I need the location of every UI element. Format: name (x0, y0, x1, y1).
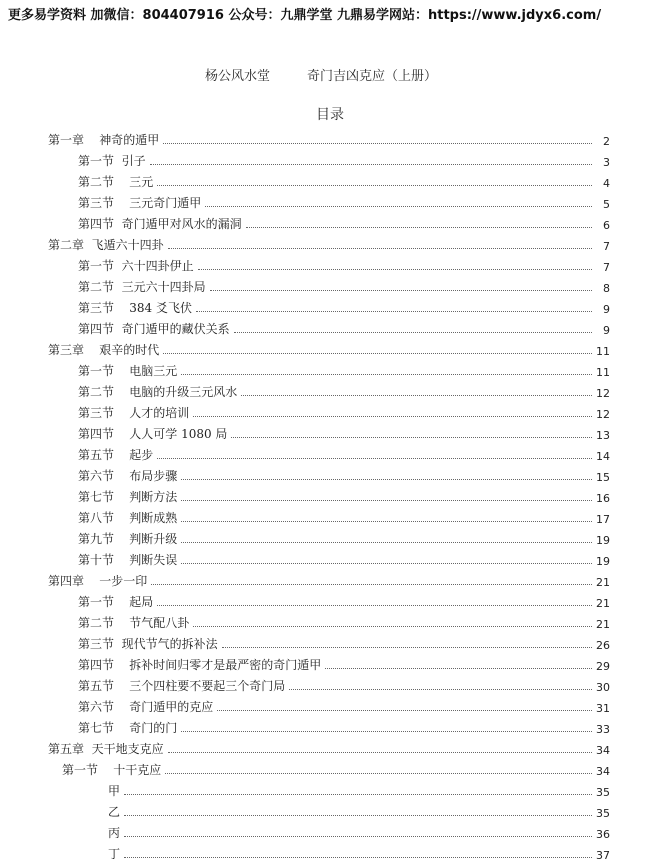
toc-subentry[interactable] (108, 800, 610, 820)
entry-label: 第四节 奇门遁甲对风水的漏洞 (78, 217, 242, 231)
toc-chapter[interactable] (48, 233, 610, 253)
dot-leader (181, 500, 592, 501)
entry-label: 第四节 人人可学 1080 局 (78, 427, 228, 441)
dot-leader (198, 269, 592, 270)
page-number: 35 (596, 807, 610, 820)
entry-label: 第一节 起局 (78, 595, 154, 609)
page-number: 12 (596, 408, 610, 421)
dot-leader (168, 752, 592, 753)
dot-leader (193, 416, 592, 417)
toc-subentry[interactable] (108, 842, 610, 862)
dot-leader (163, 143, 592, 144)
toc-chapter[interactable] (48, 569, 610, 589)
page-number: 7 (603, 240, 610, 253)
dot-leader (234, 332, 592, 333)
toc-section[interactable] (78, 443, 610, 463)
book-author: 杨公风水堂 (205, 69, 271, 84)
toc-section[interactable] (78, 485, 610, 505)
page-number: 21 (596, 576, 610, 589)
page-number: 35 (596, 786, 610, 799)
toc-chapter[interactable] (48, 338, 610, 358)
entry-label: 第五节 三个四柱要不要起三个奇门局 (78, 679, 286, 693)
page-number: 34 (596, 744, 610, 757)
page-number: 5 (603, 198, 610, 211)
entry-label: 第七节 判断方法 (78, 490, 178, 504)
entry-label: 第二章 飞遁六十四卦 (48, 238, 164, 252)
dot-leader (181, 563, 592, 564)
page-number: 3 (603, 156, 610, 169)
entry-label: 第六节 奇门遁甲的克应 (78, 700, 214, 714)
entry-label: 第一节 十干克应 (62, 763, 162, 777)
dot-leader (205, 206, 592, 207)
page-number: 15 (596, 471, 610, 484)
toc-subentry[interactable] (108, 779, 610, 799)
entry-label: 第五章 天干地支克应 (48, 742, 164, 756)
toc-section[interactable] (78, 632, 610, 652)
entry-label: 第三节 三元奇门遁甲 (78, 196, 202, 210)
toc-subentry[interactable] (108, 821, 610, 841)
page-number: 12 (596, 387, 610, 400)
entry-label: 第二节 三元 (78, 175, 154, 189)
page-number: 33 (596, 723, 610, 736)
entry-label: 第一节 引子 (78, 154, 146, 168)
page-number: 11 (596, 345, 610, 358)
book-title: 奇门吉凶克应（上册） (307, 69, 438, 84)
page-number: 9 (603, 324, 610, 337)
entry-label: 第三节 现代节气的拆补法 (78, 637, 218, 651)
dot-leader (124, 836, 592, 837)
toc-heading: 目录 (316, 107, 344, 123)
toc-section[interactable] (78, 254, 610, 274)
page-number: 21 (596, 597, 610, 610)
promo-banner: 更多易学资料 加微信：804407916 公众号：九鼎学堂 九鼎易学网站：https://www.jdyx6.com/ (8, 8, 602, 23)
toc-section[interactable] (78, 548, 610, 568)
entry-label: 第二节 电脑的升级三元风水 (78, 385, 238, 399)
page-number: 19 (596, 555, 610, 568)
page-number: 8 (603, 282, 610, 295)
dot-leader (231, 437, 592, 438)
dot-leader (124, 794, 592, 795)
dot-leader (157, 185, 592, 186)
dot-leader (151, 584, 592, 585)
toc-section[interactable] (78, 653, 610, 673)
entry-label: 第四节 奇门遁甲的藏伏关系 (78, 322, 230, 336)
toc-section[interactable] (78, 422, 610, 442)
toc-section[interactable] (78, 716, 610, 736)
entry-label: 甲 (108, 784, 121, 798)
dot-leader (196, 311, 592, 312)
toc-section[interactable] (78, 359, 610, 379)
page-number: 9 (603, 303, 610, 316)
dot-leader (217, 710, 592, 711)
dot-leader (325, 668, 592, 669)
entry-label: 第五节 起步 (78, 448, 154, 462)
dot-leader (181, 731, 592, 732)
page-number: 16 (596, 492, 610, 505)
entry-label: 第九节 判断升级 (78, 532, 178, 546)
dot-leader (222, 647, 592, 648)
page-number: 31 (596, 702, 610, 715)
page-number: 37 (596, 849, 610, 862)
toc-section[interactable] (78, 527, 610, 547)
entry-label: 第二节 三元六十四卦局 (78, 280, 206, 294)
dot-leader (157, 458, 592, 459)
dot-leader (163, 353, 592, 354)
page-number: 29 (596, 660, 610, 673)
toc-section[interactable] (78, 191, 610, 211)
page-number: 4 (603, 177, 610, 190)
dot-leader (181, 542, 592, 543)
page-number: 6 (603, 219, 610, 232)
toc-section[interactable] (78, 317, 610, 337)
entry-label: 第二节 节气配八卦 (78, 616, 190, 630)
dot-leader (241, 395, 592, 396)
dot-leader (150, 164, 592, 165)
page-number: 14 (596, 450, 610, 463)
dot-leader (124, 815, 592, 816)
entry-label: 第四节 拆补时间归零才是最严密的奇门遁甲 (78, 658, 322, 672)
dot-leader (181, 374, 592, 375)
toc-section[interactable] (78, 380, 610, 400)
page-number: 11 (596, 366, 610, 379)
toc-section[interactable] (78, 464, 610, 484)
entry-label: 第六节 布局步骤 (78, 469, 178, 483)
dot-leader (157, 605, 592, 606)
dot-leader (181, 521, 592, 522)
entry-label: 丁 (108, 847, 121, 861)
entry-label: 第一章 神奇的遁甲 (48, 133, 160, 147)
dot-leader (193, 626, 592, 627)
entry-label: 丙 (108, 826, 121, 840)
toc-section[interactable] (78, 275, 610, 295)
toc-section[interactable] (78, 590, 610, 610)
entry-label: 第八节 判断成熟 (78, 511, 178, 525)
entry-label: 第七节 奇门的门 (78, 721, 178, 735)
toc-section[interactable] (78, 695, 610, 715)
entry-label: 第三章 艰辛的时代 (48, 343, 160, 357)
toc-section[interactable] (78, 611, 610, 631)
entry-label: 第一节 六十四卦伊止 (78, 259, 194, 273)
toc-section[interactable] (78, 674, 610, 694)
entry-label: 第一节 电脑三元 (78, 364, 178, 378)
toc-section[interactable] (78, 506, 610, 526)
page-number: 21 (596, 618, 610, 631)
entry-label: 第四章 一步一印 (48, 574, 148, 588)
entry-label: 第三节 384 爻飞伏 (78, 301, 192, 315)
toc-section[interactable] (78, 149, 610, 169)
page-number: 30 (596, 681, 610, 694)
page-number: 17 (596, 513, 610, 526)
page-number: 19 (596, 534, 610, 547)
entry-label: 乙 (108, 805, 121, 819)
page-number: 13 (596, 429, 610, 442)
dot-leader (124, 857, 592, 858)
dot-leader (210, 290, 592, 291)
page-number: 36 (596, 828, 610, 841)
page-number: 7 (603, 261, 610, 274)
dot-leader (246, 227, 592, 228)
page-number: 26 (596, 639, 610, 652)
toc-section[interactable] (62, 758, 610, 778)
page-number: 34 (596, 765, 610, 778)
entry-label: 第三节 人才的培训 (78, 406, 190, 420)
toc-section[interactable] (78, 296, 610, 316)
dot-leader (181, 479, 592, 480)
toc-section[interactable] (78, 401, 610, 421)
toc-section[interactable] (78, 170, 610, 190)
toc-chapter[interactable] (48, 737, 610, 757)
dot-leader (168, 248, 592, 249)
page-number: 2 (603, 135, 610, 148)
dot-leader (165, 773, 592, 774)
toc-chapter[interactable] (48, 128, 610, 148)
entry-label: 第十节 判断失误 (78, 553, 178, 567)
dot-leader (289, 689, 592, 690)
toc-section[interactable] (78, 212, 610, 232)
